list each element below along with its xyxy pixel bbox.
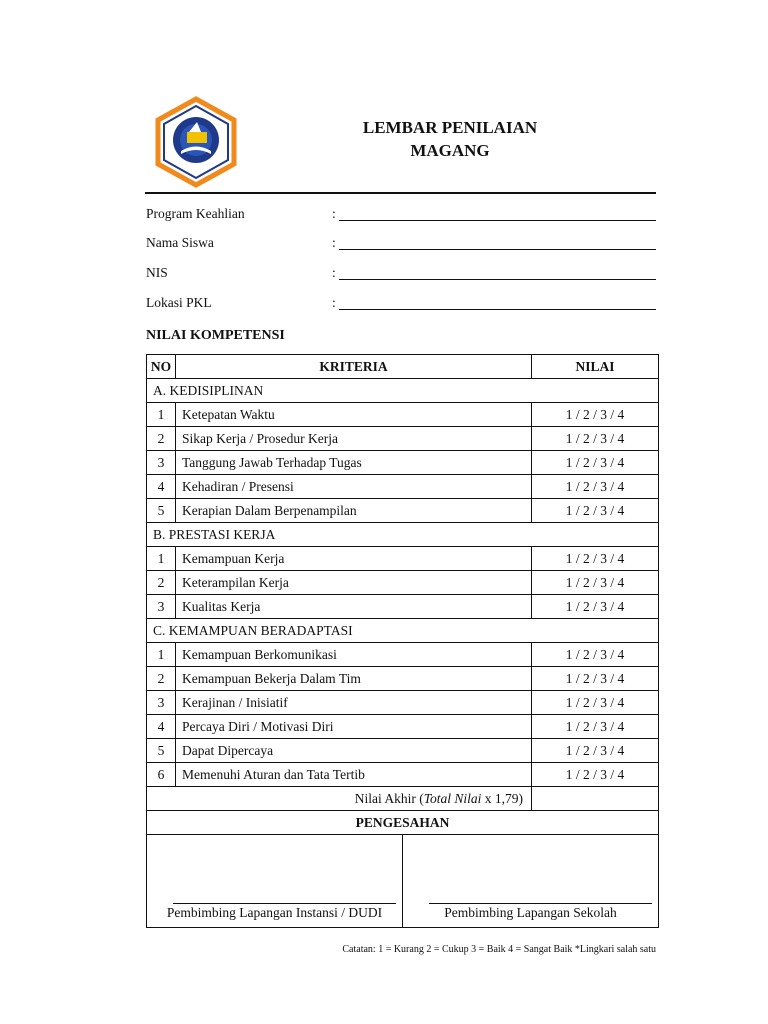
signature-cell	[147, 835, 659, 928]
table-row	[147, 691, 659, 715]
row-criteria: Kualitas Kerja	[176, 595, 532, 619]
row-score-options[interactable]: 1 / 2 / 3 / 4	[532, 667, 659, 691]
header-kriteria: KRITERIA	[176, 355, 532, 379]
field-nis[interactable]	[146, 265, 656, 285]
row-score-options[interactable]: 1 / 2 / 3 / 4	[532, 739, 659, 763]
row-criteria: Ketepatan Waktu	[176, 403, 532, 427]
final-score-label	[147, 787, 532, 811]
row-criteria: Kemampuan Berkomunikasi	[176, 643, 532, 667]
group-row	[147, 619, 659, 643]
document-title	[330, 116, 570, 162]
row-score-options[interactable]: 1 / 2 / 3 / 4	[532, 451, 659, 475]
row-score-options[interactable]: 1 / 2 / 3 / 4	[532, 571, 659, 595]
row-score-options[interactable]: 1 / 2 / 3 / 4	[532, 403, 659, 427]
field-label: Lokasi PKL	[146, 295, 212, 310]
row-criteria: Percaya Diri / Motivasi Diri	[176, 715, 532, 739]
row-criteria: Kemampuan Bekerja Dalam Tim	[176, 667, 532, 691]
group-title: B. PRESTASI KERJA	[147, 523, 659, 547]
table-header-row	[147, 355, 659, 379]
table-row	[147, 499, 659, 523]
signature-box-dudi[interactable]	[147, 835, 403, 927]
final-score-row	[147, 787, 659, 811]
row-number: 4	[147, 715, 176, 739]
table-row	[147, 667, 659, 691]
table-row	[147, 403, 659, 427]
table-row	[147, 739, 659, 763]
school-logo	[151, 96, 241, 188]
row-score-options[interactable]: 1 / 2 / 3 / 4	[532, 499, 659, 523]
field-underline[interactable]	[339, 249, 656, 250]
pengesahan-row	[147, 811, 659, 835]
field-nama-siswa[interactable]	[146, 235, 656, 255]
table-row	[147, 475, 659, 499]
signature-line	[429, 903, 652, 904]
row-number: 2	[147, 667, 176, 691]
header-nilai: NILAI	[532, 355, 659, 379]
row-number: 5	[147, 739, 176, 763]
field-colon: :	[332, 295, 336, 310]
table-row	[147, 595, 659, 619]
group-title: A. KEDISIPLINAN	[147, 379, 659, 403]
row-number: 3	[147, 451, 176, 475]
table-row	[147, 427, 659, 451]
final-italic: Total Nilai	[423, 790, 482, 806]
row-number: 2	[147, 571, 176, 595]
row-number: 3	[147, 595, 176, 619]
field-label: NIS	[146, 265, 168, 280]
signature-line	[173, 903, 396, 904]
field-underline[interactable]	[339, 279, 656, 280]
group-row	[147, 523, 659, 547]
field-colon: :	[332, 235, 336, 250]
row-number: 4	[147, 475, 176, 499]
footnote: Catatan: 1 = Kurang 2 = Cukup 3 = Baik 4 = Sangat Baik *Lingkari salah satu	[342, 944, 656, 955]
group-row	[147, 379, 659, 403]
table-row	[147, 451, 659, 475]
row-number: 6	[147, 763, 176, 787]
table-row	[147, 715, 659, 739]
field-colon: :	[332, 265, 336, 280]
signature-row	[147, 835, 659, 928]
row-criteria: Dapat Dipercaya	[176, 739, 532, 763]
row-score-options[interactable]: 1 / 2 / 3 / 4	[532, 763, 659, 787]
row-criteria: Memenuhi Aturan dan Tata Tertib	[176, 763, 532, 787]
title-line-2: MAGANG	[410, 141, 490, 160]
row-criteria: Tanggung Jawab Terhadap Tugas	[176, 451, 532, 475]
row-score-options[interactable]: 1 / 2 / 3 / 4	[532, 691, 659, 715]
group-title: C. KEMAMPUAN BERADAPTASI	[147, 619, 659, 643]
row-number: 1	[147, 547, 176, 571]
row-criteria: Kerajinan / Inisiatif	[176, 691, 532, 715]
row-criteria: Kemampuan Kerja	[176, 547, 532, 571]
row-score-options[interactable]: 1 / 2 / 3 / 4	[532, 427, 659, 451]
signature-label-dudi: Pembimbing Lapangan Instansi / DUDI	[166, 905, 383, 920]
table-row	[147, 571, 659, 595]
row-score-options[interactable]: 1 / 2 / 3 / 4	[532, 547, 659, 571]
row-score-options[interactable]: 1 / 2 / 3 / 4	[532, 595, 659, 619]
final-prefix: Nilai Akhir (	[354, 790, 424, 806]
row-score-options[interactable]: 1 / 2 / 3 / 4	[532, 643, 659, 667]
row-number: 1	[147, 403, 176, 427]
field-label: Nama Siswa	[146, 235, 214, 250]
pengesahan-title: PENGESAHAN	[147, 811, 659, 835]
table-row	[147, 547, 659, 571]
header-no: NO	[147, 355, 176, 379]
field-label: Program Keahlian	[146, 206, 245, 221]
final-score-value[interactable]	[532, 787, 659, 811]
row-number: 2	[147, 427, 176, 451]
row-number: 3	[147, 691, 176, 715]
field-program-keahlian[interactable]	[146, 206, 656, 226]
final-suffix: x 1,79)	[481, 790, 523, 806]
header-divider	[145, 192, 656, 194]
row-score-options[interactable]: 1 / 2 / 3 / 4	[532, 715, 659, 739]
row-criteria: Sikap Kerja / Prosedur Kerja	[176, 427, 532, 451]
field-colon: :	[332, 206, 336, 221]
signature-label-sekolah: Pembimbing Lapangan Sekolah	[444, 905, 617, 920]
table-row	[147, 763, 659, 787]
table-row	[147, 643, 659, 667]
assessment-table	[146, 354, 659, 928]
row-number: 1	[147, 643, 176, 667]
field-underline[interactable]	[339, 220, 656, 221]
field-underline[interactable]	[339, 309, 656, 310]
title-line-1: LEMBAR PENILAIAN	[362, 118, 538, 137]
row-criteria: Kehadiran / Presensi	[176, 475, 532, 499]
row-criteria: Kerapian Dalam Berpenampilan	[176, 499, 532, 523]
field-lokasi-pkl[interactable]	[146, 295, 656, 315]
signature-box-sekolah[interactable]	[403, 835, 658, 927]
section-title: NILAI KOMPETENSI	[146, 328, 285, 343]
row-criteria: Keterampilan Kerja	[176, 571, 532, 595]
row-score-options[interactable]: 1 / 2 / 3 / 4	[532, 475, 659, 499]
row-number: 5	[147, 499, 176, 523]
table-body	[147, 379, 659, 928]
